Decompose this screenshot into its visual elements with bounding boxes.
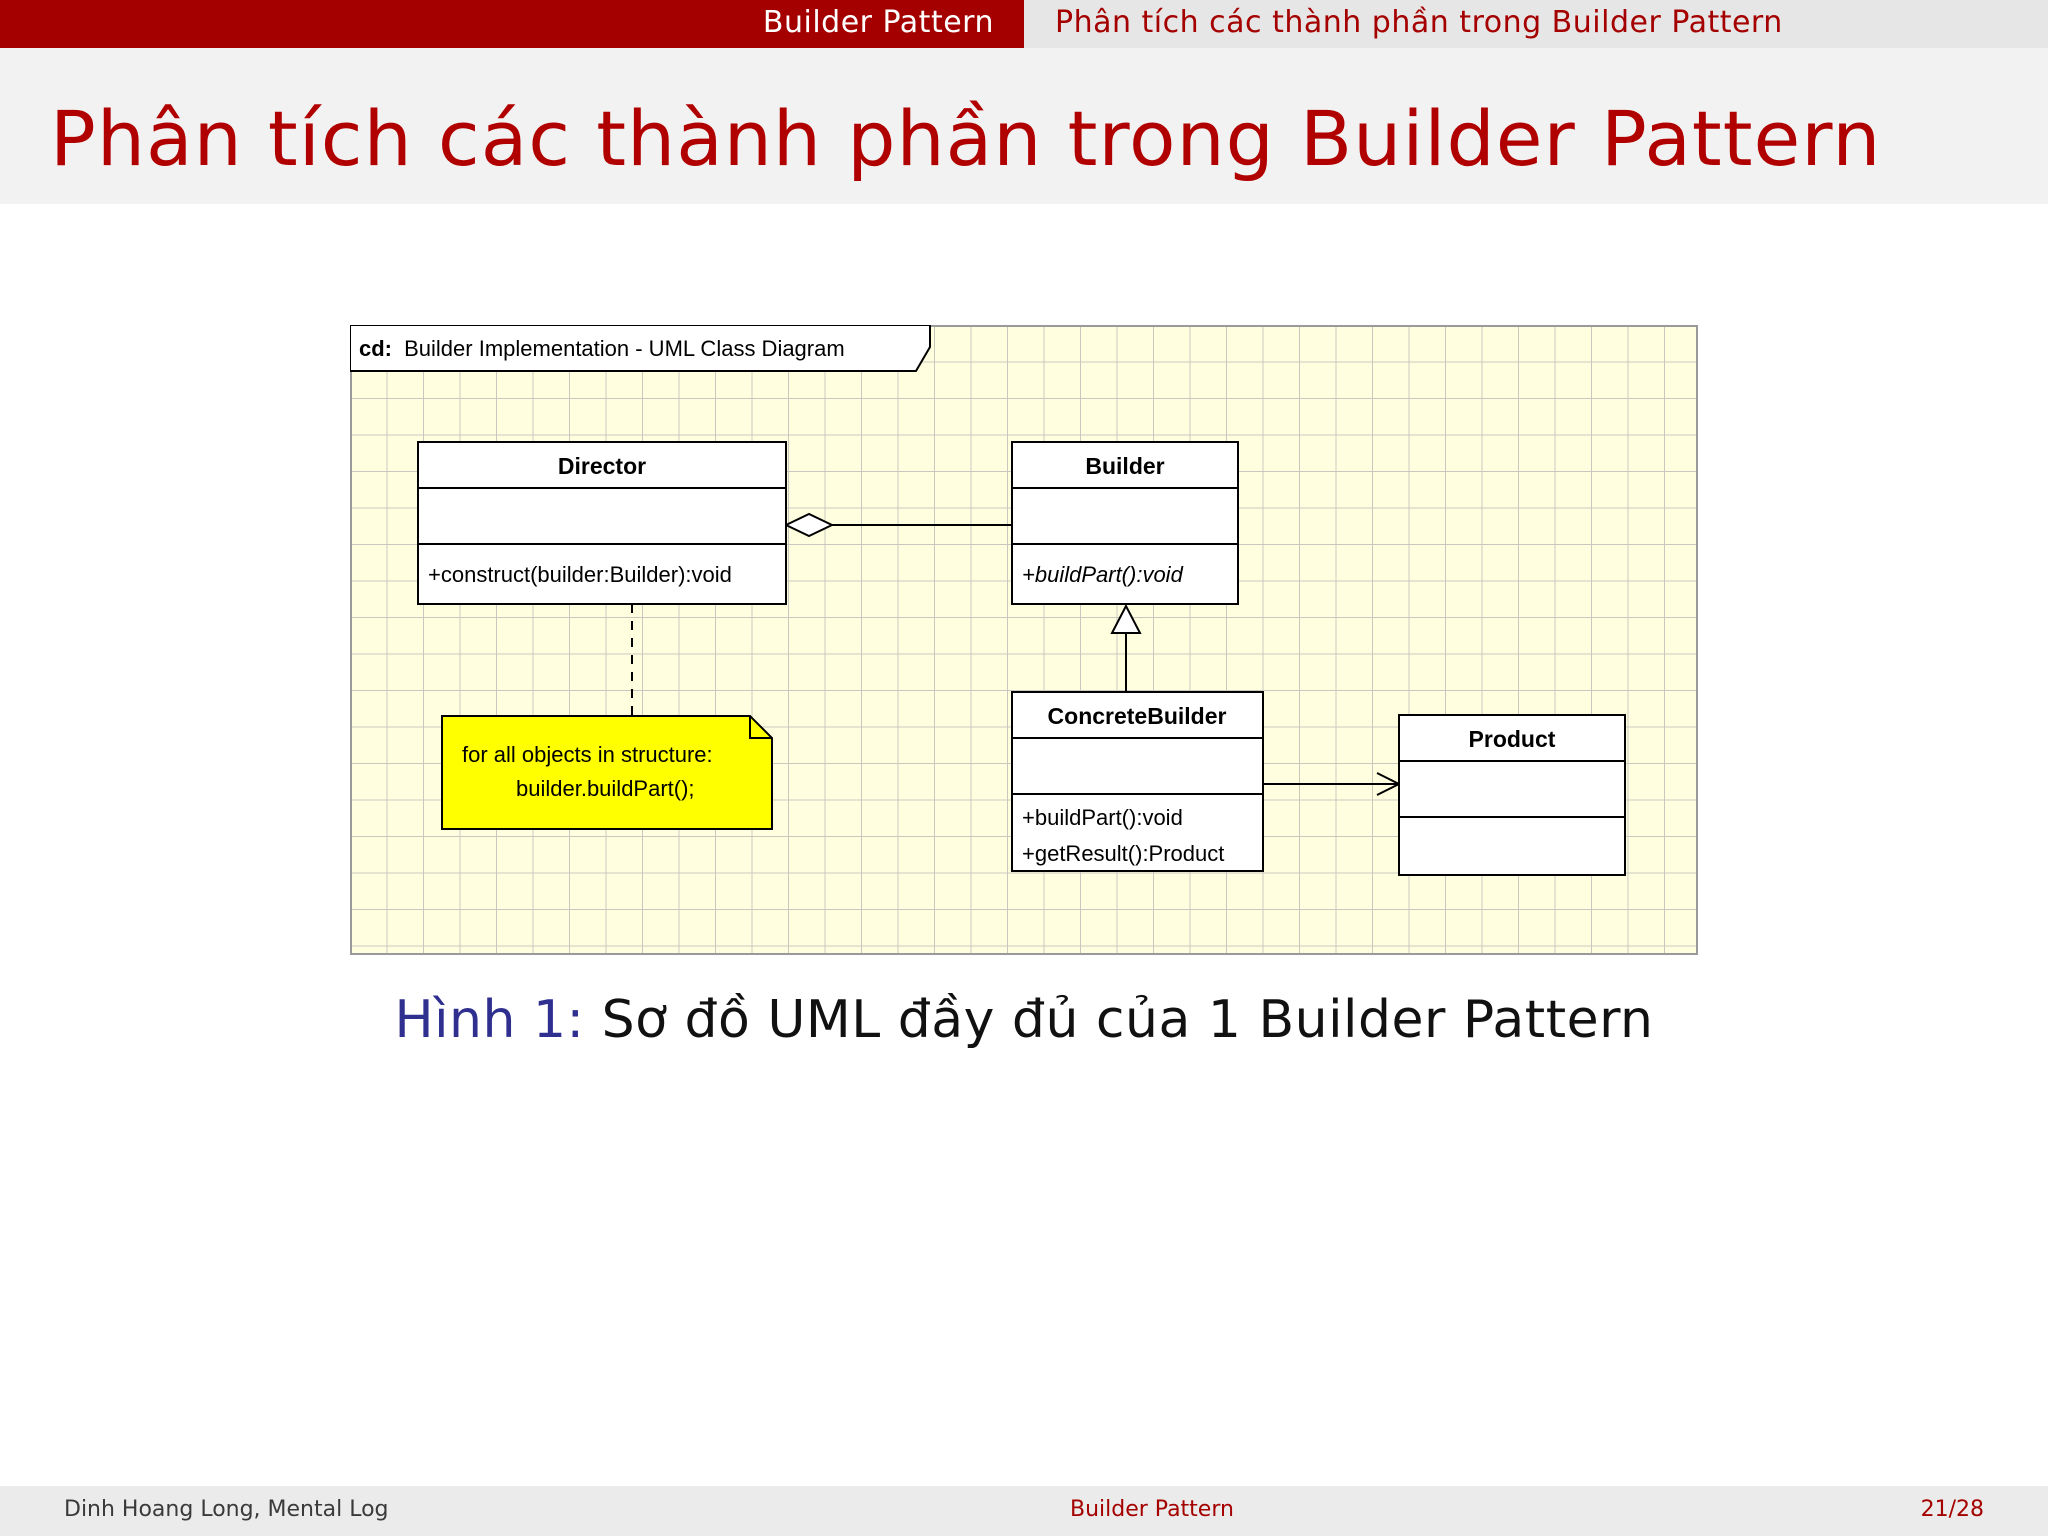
- svg-text:cd: Builder Implementa: [359, 336, 845, 361]
- director-operation: +construct(builder:Builder):void: [428, 562, 732, 587]
- class-product[interactable]: [1399, 715, 1625, 875]
- class-concretebuilder[interactable]: [1012, 692, 1263, 871]
- diagram-frame-label: [350, 325, 930, 371]
- nav-subsection-label[interactable]: Phân tích các thành phần trong Builder Pattern: [1055, 5, 1783, 40]
- footer-page-number: 21/28: [1920, 1497, 1984, 1522]
- figure-caption: [0, 990, 2048, 1050]
- note-line-1: for all objects in structure:: [462, 742, 713, 767]
- builder-name: Builder: [1085, 453, 1165, 479]
- caption-label: Hình 1:: [394, 990, 585, 1050]
- class-director[interactable]: [418, 442, 786, 604]
- concretebuilder-operation-2: +getResult():Product: [1022, 841, 1225, 866]
- footer-bar: [0, 1486, 2048, 1536]
- frame-title-band: [0, 48, 2048, 204]
- product-name: Product: [1468, 726, 1556, 752]
- uml-class-diagram: [350, 325, 1698, 955]
- footer-author: Dinh Hoang Long, Mental Log: [64, 1497, 389, 1522]
- footer-title: Builder Pattern: [1070, 1497, 1234, 1522]
- caption-text: Sơ đồ UML đầy đủ của 1 Builder Pattern: [601, 990, 1654, 1050]
- nav-section-label[interactable]: Builder Pattern: [762, 5, 994, 40]
- top-navigation-bar: [0, 0, 2048, 48]
- frame-title: Phân tích các thành phần trong Builder Pattern: [50, 94, 1882, 183]
- note-line-2: builder.buildPart();: [516, 776, 695, 801]
- nav-section-current[interactable]: [0, 0, 1024, 48]
- concretebuilder-operation-1: +buildPart():void: [1022, 805, 1183, 830]
- class-builder[interactable]: [1012, 442, 1238, 604]
- builder-operation: +buildPart():void: [1022, 562, 1183, 587]
- frame-label-text: Builder Implementation - UML Class Diagram: [404, 336, 845, 361]
- director-name: Director: [557, 453, 647, 479]
- frame-label-prefix: cd:: [359, 336, 392, 361]
- concretebuilder-name: ConcreteBuilder: [1047, 703, 1227, 729]
